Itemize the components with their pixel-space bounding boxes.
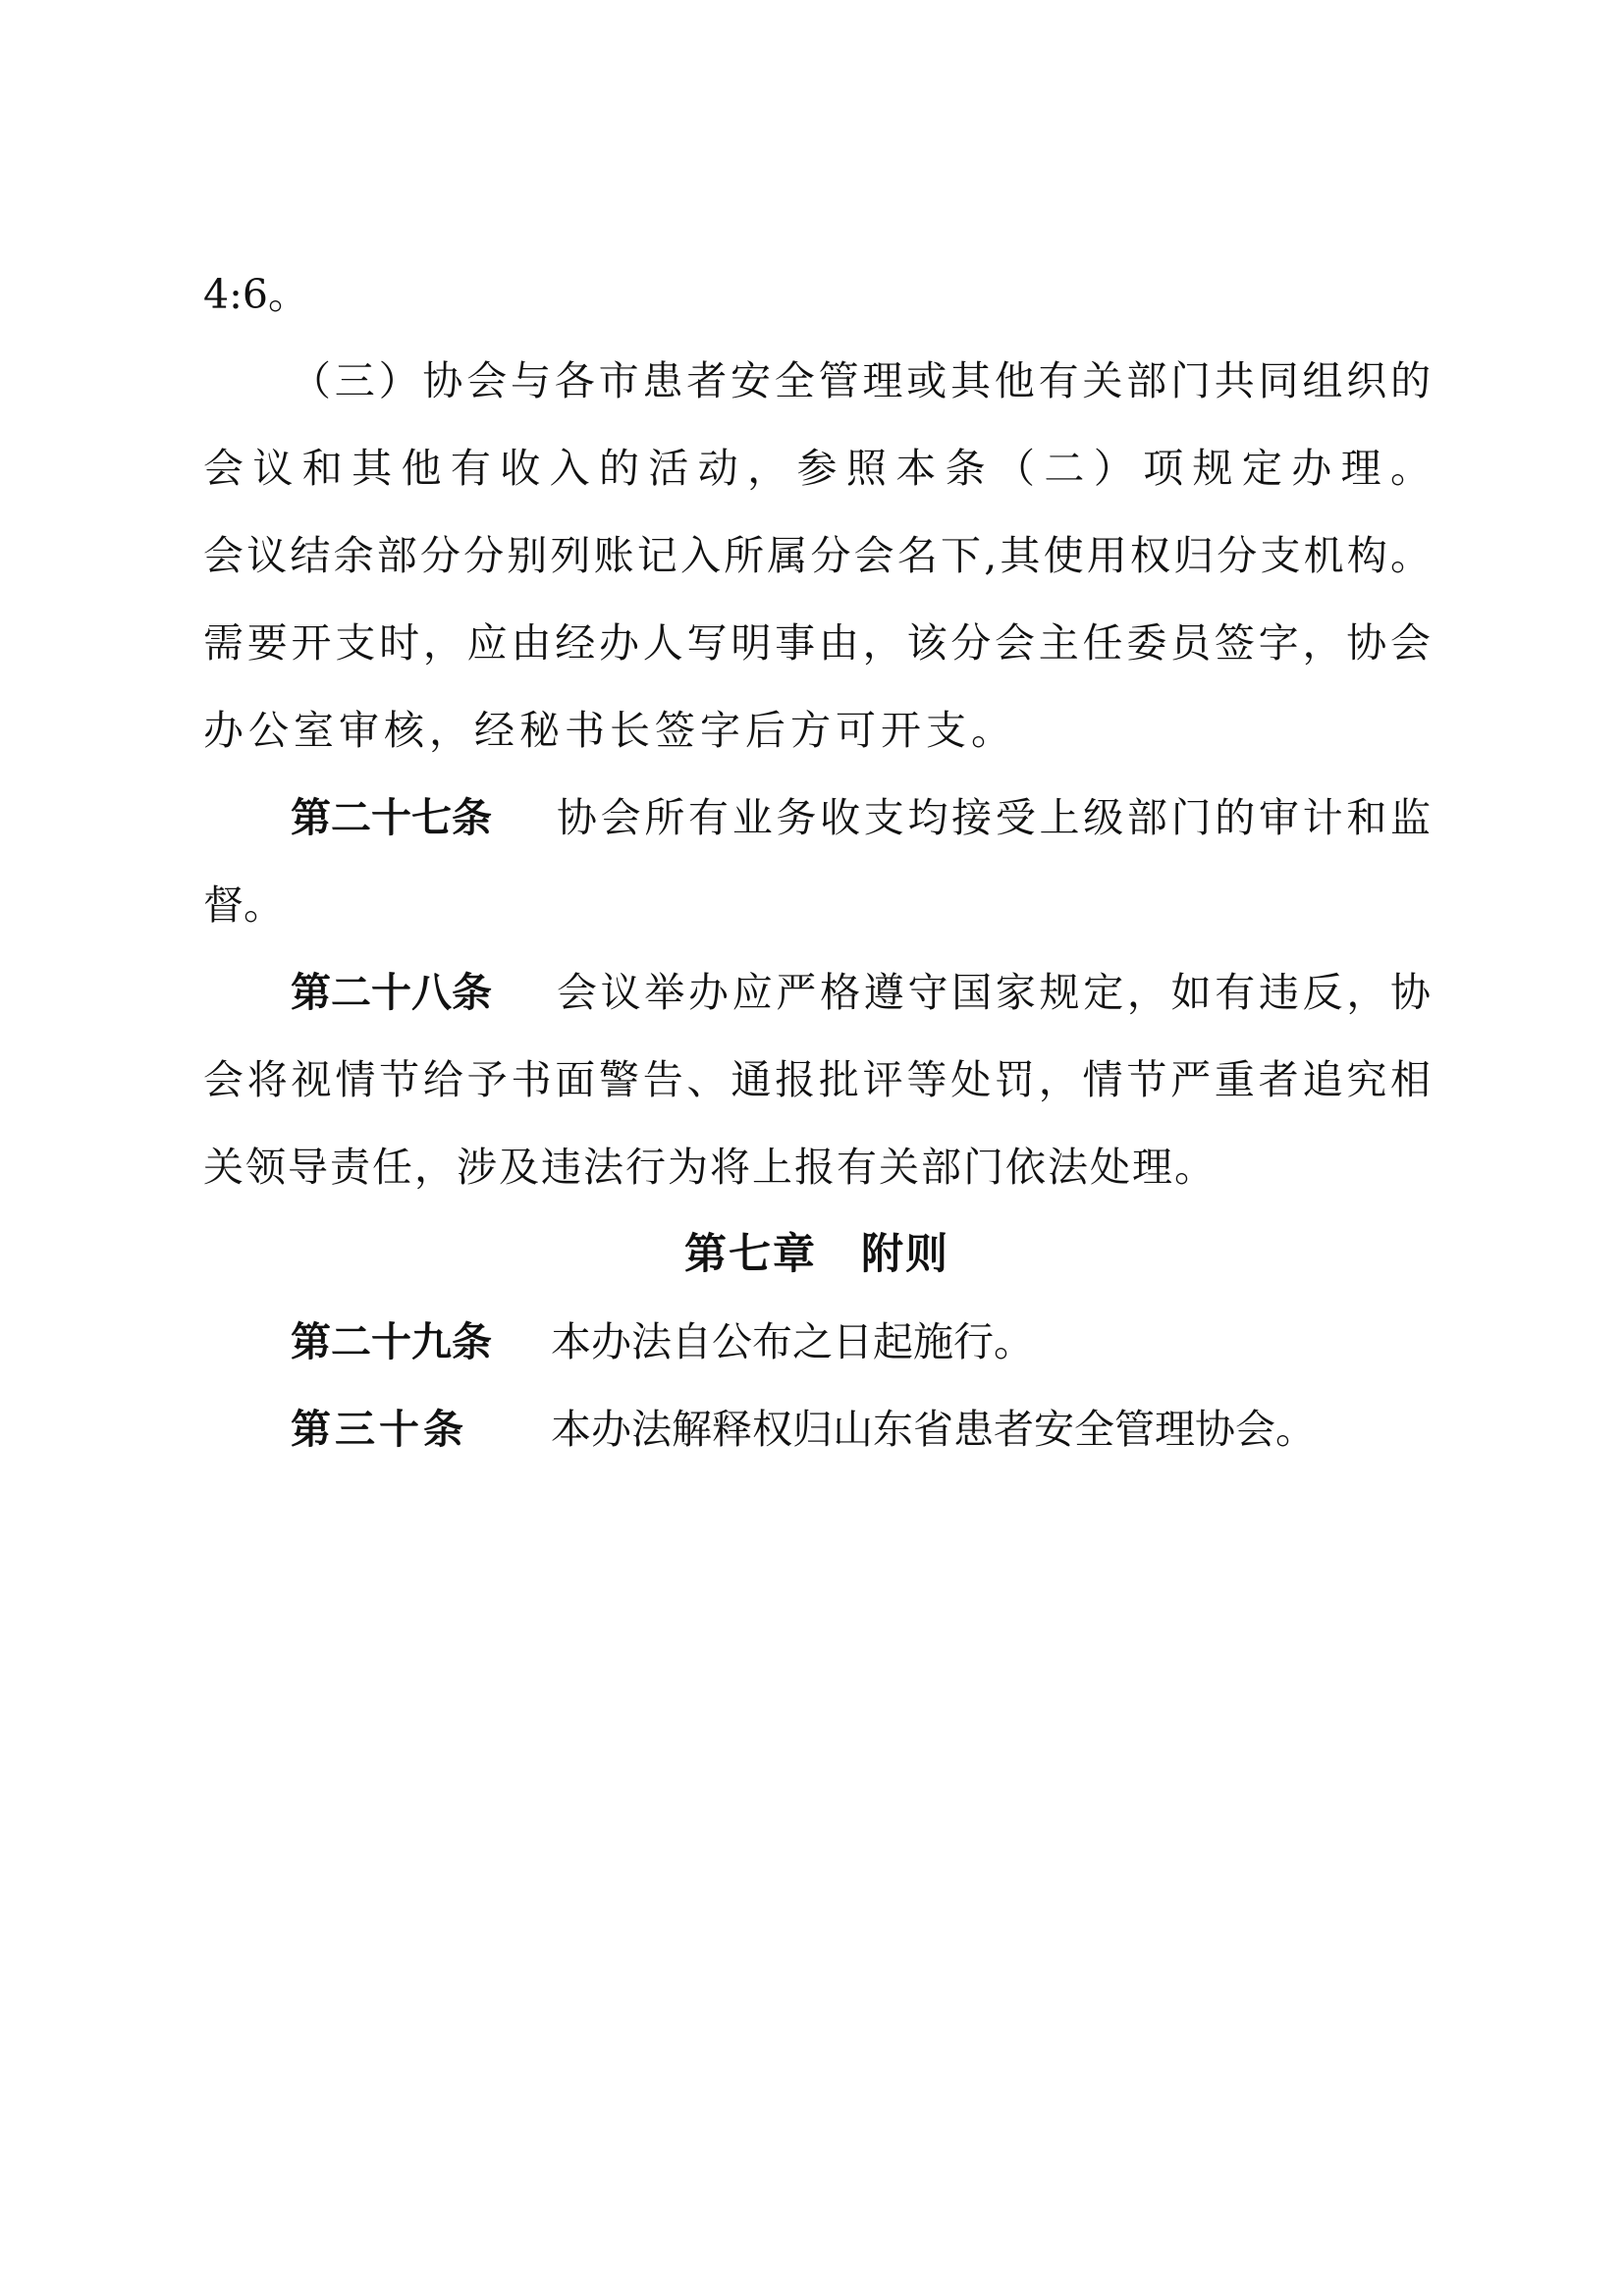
paragraph-line: 会议结余部分分别列账记入所属分会名下,其使用权归分支机构。	[203, 532, 1431, 579]
paragraph-line: 4:6。	[203, 271, 308, 318]
article-29-heading: 第二十九条	[291, 1318, 492, 1365]
article-27-heading: 第二十七条	[291, 794, 492, 841]
article-28-line-2: 会将视情节给予书面警告、通报批评等处罚，情节严重者追究相	[203, 1056, 1431, 1103]
article-28-line-1	[291, 948, 1431, 1037]
paragraph-line: （三）协会与各市患者安全管理或其他有关部门共同组织的	[291, 357, 1431, 404]
article-30-text: 本办法解释权归山东省患者安全管理协会。	[551, 1406, 1316, 1453]
article-30-line	[291, 1385, 1431, 1473]
article-28-line-3: 关领导责任，涉及违法行为将上报有关部门依法处理。	[203, 1144, 1217, 1191]
article-28-text: 会议举办应严格遵守国家规定，如有违反，协	[557, 969, 1431, 1016]
article-27-text: 协会所有业务收支均接受上级部门的审计和监	[557, 794, 1431, 841]
article-28-heading: 第二十八条	[291, 969, 492, 1016]
paragraph-line: 办公室审核，经秘书长签字后方可开支。	[203, 707, 1016, 754]
article-29-text: 本办法自公布之日起施行。	[551, 1318, 1034, 1365]
article-30-heading: 第三十条	[291, 1406, 467, 1453]
article-27-line-2: 督。	[203, 881, 284, 929]
article-27-line-1	[291, 774, 1431, 862]
paragraph-line: 需要开支时，应由经办人写明事由，该分会主任委员签字，协会	[203, 619, 1431, 667]
paragraph-line: 会议和其他有收入的活动，参照本条（二）项规定办理。	[203, 445, 1431, 492]
chapter-title: 第七章 附则	[684, 1230, 949, 1279]
article-29-line	[291, 1298, 1431, 1386]
